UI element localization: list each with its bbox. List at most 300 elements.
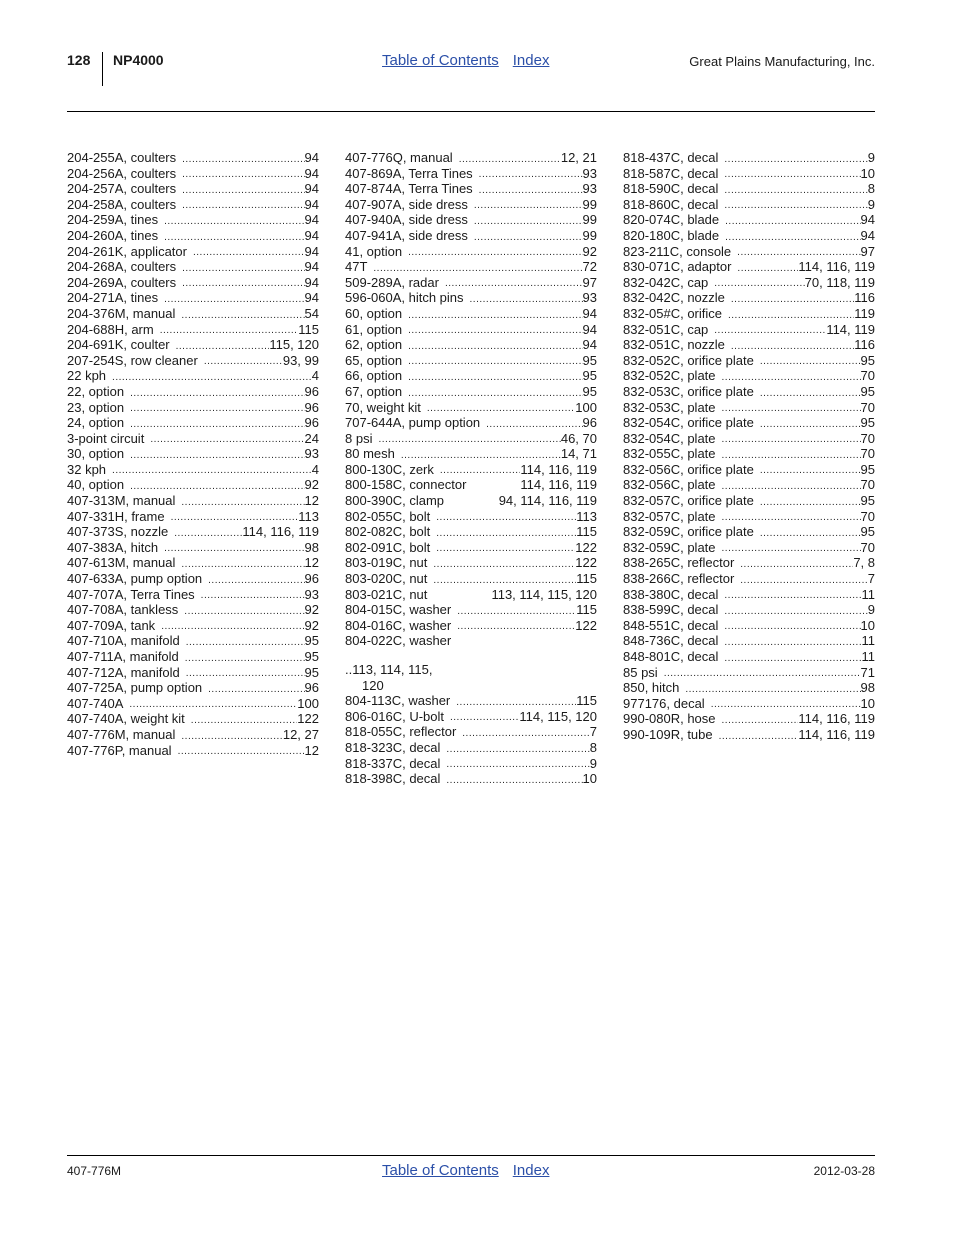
index-entry-pages[interactable]: 96: [304, 680, 319, 696]
index-entry-pages[interactable]: 115: [576, 693, 597, 709]
index-entry-pages[interactable]: 93: [304, 446, 319, 462]
dot-leader: [440, 464, 520, 477]
index-entry-label: 407-709A, tank: [67, 617, 156, 633]
index-entry-label: 8 psi: [345, 430, 373, 446]
index-entry-pages[interactable]: 10: [860, 617, 875, 633]
index-entry: [345, 150, 597, 166]
dot-leader: [760, 527, 861, 540]
index-entry-pages[interactable]: 72: [582, 259, 597, 275]
index-entry-label: 977176, decal: [623, 695, 705, 711]
index-entry-pages[interactable]: 70: [860, 477, 875, 493]
dot-leader: [722, 511, 861, 524]
index-entry-pages[interactable]: 113, 114, 115, 120: [491, 586, 597, 602]
index-entry: [623, 181, 875, 197]
dot-leader: [186, 636, 305, 649]
index-entry-pages[interactable]: 8: [867, 181, 875, 197]
index-entry-pages[interactable]: 114, 115, 120: [519, 708, 597, 724]
dot-leader: [737, 262, 798, 275]
dot-leader: [445, 277, 583, 290]
index-entry: [67, 665, 319, 681]
index-entry-pages[interactable]: 95: [304, 649, 319, 664]
index-entry-label: 204-255A, coulters: [67, 150, 177, 165]
index-entry-pages[interactable]: 94: [304, 181, 319, 197]
index-entry-pages[interactable]: 114, 116, 119: [798, 259, 875, 275]
index-entry-pages[interactable]: 94: [860, 212, 875, 228]
index-entry-pages[interactable]: 94: [304, 150, 319, 165]
dot-leader: [479, 184, 583, 197]
index-entry-pages[interactable]: 10: [860, 165, 875, 181]
dot-leader: [373, 262, 582, 275]
index-entry-pages[interactable]: 114, 116, 119: [520, 461, 597, 477]
dot-leader: [740, 558, 853, 571]
index-entry: [623, 166, 875, 182]
index-entry-pages[interactable]: 11: [861, 586, 875, 602]
index-entry-pages[interactable]: 96: [304, 415, 319, 431]
index-entry: [345, 540, 597, 556]
dot-leader: [130, 402, 304, 415]
index-entry-label: 41, option: [345, 243, 403, 259]
index-entry-pages[interactable]: 94: [582, 305, 597, 321]
index-entry-pages[interactable]: 113: [298, 508, 319, 524]
dot-leader: [182, 262, 304, 275]
index-entry-pages[interactable]: 98: [304, 539, 319, 555]
index-entry-pages[interactable]: 96: [582, 415, 597, 431]
index-entry: [67, 493, 319, 509]
index-entry-label: 800-390C, clamp: [345, 493, 444, 509]
index-entry: [67, 587, 319, 603]
dot-leader: [459, 153, 561, 166]
index-entry-pages[interactable]: 4: [311, 461, 319, 477]
index-entry: [623, 540, 875, 556]
index-entry: [67, 431, 319, 447]
index-entry-pages[interactable]: 114, 119: [826, 321, 875, 337]
index-entry-label: 32 kph: [67, 461, 107, 477]
dot-leader: [722, 371, 861, 384]
index-entry-pages[interactable]: 11: [861, 649, 875, 664]
index-entry: [67, 540, 319, 556]
dot-leader: [436, 527, 576, 540]
index-entry-pages[interactable]: 94: [304, 165, 319, 181]
index-entry: [67, 290, 319, 306]
index-entry-label: 802-055C, bolt: [345, 508, 431, 524]
index-entry-pages[interactable]: 54: [304, 305, 319, 321]
index-entry: [345, 244, 597, 260]
index-entry-label: 407-708A, tankless: [67, 602, 179, 618]
dot-leader: [479, 168, 583, 181]
index-entry: [345, 337, 597, 353]
index-entry: [67, 618, 319, 634]
index-entry-pages[interactable]: 114, 116, 119: [520, 477, 597, 493]
dot-leader: [129, 698, 297, 711]
index-entry-label: 407-331H, frame: [67, 508, 165, 524]
dot-leader: [164, 542, 304, 555]
index-entry: [623, 680, 875, 696]
dot-leader: [457, 620, 575, 633]
dot-leader: [740, 574, 867, 587]
footer-index-link[interactable]: Index: [512, 1162, 550, 1179]
index-entry: [67, 322, 319, 338]
index-entry-pages[interactable]: 115: [576, 571, 597, 587]
index-entry-pages[interactable]: 93: [582, 165, 597, 181]
index-entry-pages[interactable]: 94: [860, 227, 875, 243]
index-entry-pages[interactable]: 97: [860, 243, 875, 259]
index-entry-label: 407-373S, nozzle: [67, 524, 169, 540]
index-entry-pages[interactable]: 116: [854, 337, 875, 353]
index-entry-pages[interactable]: 46, 70: [560, 430, 597, 446]
dot-leader: [725, 215, 860, 228]
index-entry-pages[interactable]: 92: [304, 617, 319, 633]
index-entry: [623, 587, 875, 603]
dot-leader: [462, 727, 589, 740]
index-entry-pages[interactable]: 99: [582, 212, 597, 228]
index-entry-label: 850, hitch: [623, 680, 680, 696]
index-entry: [345, 212, 597, 228]
index-entry-pages[interactable]: 93: [582, 290, 597, 306]
dot-leader: [182, 153, 304, 166]
dot-leader: [724, 199, 867, 212]
index-entry: [623, 415, 875, 431]
index-entry-label: 832-053C, orifice plate: [623, 383, 754, 399]
index-entry-pages[interactable]: 9: [867, 150, 875, 165]
index-entry-pages[interactable]: 114, 116, 119: [242, 524, 319, 540]
index-entry: [623, 290, 875, 306]
dot-leader: [722, 542, 861, 555]
index-entry-pages[interactable]: 95: [860, 383, 875, 399]
index-entry-label: 803-020C, nut: [345, 571, 428, 587]
index-entry: [345, 587, 597, 603]
index-entry-pages[interactable]: 98: [860, 680, 875, 696]
header-divider: [102, 52, 103, 86]
index-entry: [67, 602, 319, 618]
index-entry-pages[interactable]: 122: [297, 711, 319, 727]
index-entry-label: 832-054C, orifice plate: [623, 415, 754, 431]
index-entry-pages[interactable]: 122: [575, 539, 597, 555]
dot-leader: [731, 293, 854, 306]
index-entry-pages[interactable]: 92: [304, 477, 319, 493]
index-entry-pages[interactable]: 70: [860, 446, 875, 462]
dot-leader: [176, 340, 270, 353]
index-entry-pages[interactable]: 94: [582, 321, 597, 337]
index-entry: [67, 649, 319, 665]
index-entry: [623, 524, 875, 540]
index-entry-pages[interactable]: 122: [575, 617, 597, 633]
index-entry-pages[interactable]: 93: [582, 181, 597, 197]
dot-leader: [408, 246, 582, 259]
index-entry: [623, 633, 875, 649]
dot-leader: [182, 199, 304, 212]
index-entry-label: 823-211C, console: [623, 243, 732, 259]
index-entry-pages[interactable]: 92: [582, 243, 597, 259]
dot-leader: [161, 620, 304, 633]
page-number: 128: [67, 52, 91, 68]
index-entry: [345, 197, 597, 213]
index-entry-pages[interactable]: 4: [311, 368, 319, 384]
index-entry: [345, 384, 597, 400]
dot-leader: [760, 355, 861, 368]
index-entry-pages[interactable]: 7: [589, 724, 597, 740]
page-footer: [67, 1162, 875, 1186]
index-entry-label: 407-776P, manual: [67, 742, 172, 758]
index-entry-pages[interactable]: 122: [575, 555, 597, 571]
index-entry: [623, 649, 875, 665]
index-entry-label: 66, option: [345, 368, 403, 384]
dot-leader: [408, 309, 582, 322]
index-entry-label: 407-710A, manifold: [67, 633, 180, 649]
index-entry-label: 407-740A: [67, 695, 124, 711]
index-entry-pages[interactable]: 114, 116, 119: [798, 726, 875, 742]
index-entry: [623, 228, 875, 244]
index-entry: [345, 633, 597, 693]
index-entry-pages[interactable]: 116: [854, 290, 875, 306]
index-entry-pages[interactable]: 10: [582, 771, 597, 787]
index-entry: [623, 368, 875, 384]
index-entry-pages[interactable]: 9: [867, 602, 875, 618]
index-entry-pages[interactable]: 95: [582, 383, 597, 399]
dot-leader: [401, 449, 561, 462]
document-name: NP4000: [113, 52, 164, 68]
dot-leader: [446, 743, 589, 756]
index-entry: [67, 244, 319, 260]
index-entry-label: 407-907A, side dress: [345, 196, 468, 212]
index-entry: [345, 555, 597, 571]
index-entry-pages[interactable]: 70: [860, 539, 875, 555]
index-entry-pages[interactable]: 9: [589, 755, 597, 771]
index-entry-pages[interactable]: 96: [304, 571, 319, 587]
dot-leader: [130, 480, 304, 493]
index-entry-pages[interactable]: 94: [582, 337, 597, 353]
index-entry-pages[interactable]: 9: [867, 196, 875, 212]
index-entry-pages[interactable]: 100: [575, 399, 597, 415]
dot-leader: [728, 309, 854, 322]
index-entry-label: 65, option: [345, 352, 403, 368]
index-entry: [67, 181, 319, 197]
dot-leader: [470, 293, 583, 306]
index-entry: [67, 150, 319, 166]
dot-leader: [204, 355, 283, 368]
index-entry-pages[interactable]: 12: [304, 555, 319, 571]
index-entry-pages[interactable]: 93: [304, 586, 319, 602]
dot-leader: [722, 480, 861, 493]
index-entry-label: 62, option: [345, 337, 403, 353]
dot-leader: [731, 340, 854, 353]
index-entry-pages[interactable]: 93, 99: [282, 352, 319, 368]
footer-toc-link[interactable]: Table of Contents: [382, 1162, 499, 1179]
index-entry-pages[interactable]: 94: [304, 290, 319, 306]
index-entry-pages[interactable]: 12, 27: [282, 726, 319, 742]
index-entry-label: 832-052C, plate: [623, 368, 716, 384]
dot-leader: [408, 340, 582, 353]
index-entry-label: 47T: [345, 259, 368, 275]
index-entry-pages[interactable]: 95: [304, 633, 319, 649]
index-entry-pages[interactable]: 12, 21: [560, 150, 597, 165]
index-entry: [67, 446, 319, 462]
index-entry-label: 407-740A, weight kit: [67, 711, 185, 727]
index-entry-pages[interactable]: 94: [304, 196, 319, 212]
index-entry: [623, 571, 875, 587]
index-entry: [67, 306, 319, 322]
dot-leader: [408, 355, 582, 368]
index-entry-pages[interactable]: 95: [582, 352, 597, 368]
index-entry-label: 832-042C, cap: [623, 274, 709, 290]
dot-leader: [164, 293, 304, 306]
index-entry-label: 707-644A, pump option: [345, 415, 481, 431]
index-entry: [67, 524, 319, 540]
index-entry-pages[interactable]: 95: [860, 493, 875, 509]
index-entry-label: 80 mesh: [345, 446, 395, 462]
index-entry-label: 407-707A, Terra Tines: [67, 586, 195, 602]
dot-leader: [474, 231, 583, 244]
index-entry: [345, 181, 597, 197]
dot-leader: [724, 652, 861, 665]
index-entry-pages[interactable]: 8: [589, 739, 597, 755]
index-entry-pages[interactable]: ..113, 114, 115,: [345, 662, 433, 677]
index-entry-label: 85 psi: [623, 664, 658, 680]
index-entry-label: 70, weight kit: [345, 399, 421, 415]
index-entry-pages[interactable]: 12: [304, 493, 319, 509]
index-entry-label: 407-725A, pump option: [67, 680, 203, 696]
index-entry-pages[interactable]: 113: [576, 508, 597, 524]
index-entry-label: 832-057C, orifice plate: [623, 493, 754, 509]
index-entry-pages[interactable]: 100: [297, 695, 319, 711]
index-link[interactable]: Index: [512, 52, 550, 69]
index-entry-label: 838-266C, reflector: [623, 571, 735, 587]
index-entry-pages[interactable]: 99: [582, 196, 597, 212]
index-entry-label: 3-point circuit: [67, 430, 145, 446]
index-entry-pages-continued[interactable]: 120: [362, 677, 384, 693]
index-entry-pages[interactable]: 115: [298, 321, 319, 337]
index-entry: [345, 771, 597, 787]
dot-leader: [208, 683, 304, 696]
dot-leader: [685, 683, 860, 696]
index-entry: [623, 431, 875, 447]
index-entry-label: 61, option: [345, 321, 403, 337]
index-entry: [67, 696, 319, 712]
index-entry-pages[interactable]: 115: [576, 524, 597, 540]
index-column-3: [623, 150, 875, 743]
index-entry-pages[interactable]: 70: [860, 368, 875, 384]
index-entry: [623, 727, 875, 743]
index-entry-label: 832-05#C, orifice: [623, 305, 722, 321]
index-entry: [67, 353, 319, 369]
dot-leader: [474, 199, 583, 212]
dot-leader: [174, 527, 242, 540]
index-entry-pages[interactable]: 115, 120: [269, 337, 319, 353]
dot-leader: [760, 418, 861, 431]
index-entry-pages[interactable]: 95: [304, 664, 319, 680]
index-entry-pages[interactable]: 7, 8: [853, 555, 875, 571]
dot-leader: [427, 402, 575, 415]
index-entry-pages[interactable]: 70, 118, 119: [804, 274, 875, 290]
index-entry: [67, 711, 319, 727]
index-entry-pages[interactable]: 24: [304, 430, 319, 446]
dot-leader: [446, 774, 582, 787]
index-entry: [623, 602, 875, 618]
index-entry-pages[interactable]: 99: [582, 227, 597, 243]
index-entry: [67, 509, 319, 525]
index-entry-label: 204-257A, coulters: [67, 181, 177, 197]
index-entry-pages[interactable]: 95: [860, 461, 875, 477]
dot-leader: [446, 758, 589, 771]
index-entry: [67, 680, 319, 696]
index-entry-pages[interactable]: 96: [304, 399, 319, 415]
index-entry-pages[interactable]: 94: [304, 274, 319, 290]
index-entry-pages[interactable]: 95: [582, 368, 597, 384]
index-entry-pages[interactable]: 92: [304, 602, 319, 618]
index-entry-pages[interactable]: 95: [860, 415, 875, 431]
dot-leader: [160, 324, 299, 337]
index-entry: [623, 446, 875, 462]
index-entry-pages[interactable]: 96: [304, 383, 319, 399]
index-entry-label: 802-091C, bolt: [345, 539, 431, 555]
index-entry-label: 818-337C, decal: [345, 755, 441, 771]
index-entry: [623, 259, 875, 275]
index-entry-pages[interactable]: 94, 114, 116, 119: [498, 493, 597, 509]
index-entry: [67, 633, 319, 649]
index-entry-pages[interactable]: 119: [854, 305, 875, 321]
index-entry: [623, 400, 875, 416]
index-entry-pages[interactable]: 70: [860, 508, 875, 524]
index-entry: [345, 724, 597, 740]
index-entry-label: 832-059C, plate: [623, 539, 716, 555]
revision-date: 2012-03-28: [813, 1164, 875, 1178]
index-entry-label: 848-736C, decal: [623, 633, 719, 649]
index-entry-pages[interactable]: 71: [860, 664, 875, 680]
dot-leader: [112, 464, 312, 477]
index-entry-pages[interactable]: 14, 71: [560, 446, 597, 462]
index-entry-label: 830-071C, adaptor: [623, 259, 732, 275]
dot-leader: [112, 371, 312, 384]
index-entry-pages[interactable]: 94: [304, 227, 319, 243]
dot-leader: [164, 215, 304, 228]
index-entry-pages[interactable]: 95: [860, 352, 875, 368]
index-entry-pages[interactable]: 94: [304, 243, 319, 259]
index-entry: [623, 150, 875, 166]
dot-leader: [724, 636, 861, 649]
index-entry: [623, 322, 875, 338]
index-entry-label: 818-590C, decal: [623, 181, 719, 197]
index-entry-label: 832-052C, orifice plate: [623, 352, 754, 368]
index-entry-pages[interactable]: 97: [582, 274, 597, 290]
dot-leader: [456, 696, 576, 709]
dot-leader: [474, 215, 583, 228]
index-entry-pages[interactable]: 12: [304, 742, 319, 758]
index-entry-pages[interactable]: 114, 116, 119: [798, 711, 875, 727]
index-entry-label: 803-021C, nut: [345, 586, 428, 602]
dot-leader: [436, 511, 576, 524]
index-entry: [345, 306, 597, 322]
dot-leader: [130, 449, 304, 462]
index-entry: [67, 166, 319, 182]
index-entry-label: 800-158C, connector: [345, 477, 467, 493]
index-entry-label: 990-109R, tube: [623, 726, 713, 742]
index-entry: [345, 462, 597, 478]
index-entry-pages[interactable]: 94: [304, 259, 319, 275]
index-entry-label: 838-265C, reflector: [623, 555, 735, 571]
index-entry-pages[interactable]: 95: [860, 524, 875, 540]
index-entry-pages[interactable]: 7: [867, 571, 875, 587]
index-entry-pages[interactable]: 70: [860, 430, 875, 446]
index-entry-pages[interactable]: 11: [861, 633, 875, 649]
index-entry: [623, 462, 875, 478]
index-entry-label: 804-022C, washer: [345, 633, 452, 649]
index-entry-pages[interactable]: 10: [860, 695, 875, 711]
toc-link[interactable]: Table of Contents: [382, 52, 499, 69]
index-entry-pages[interactable]: 70: [860, 399, 875, 415]
index-entry-pages[interactable]: 115: [576, 602, 597, 618]
dot-leader: [171, 511, 299, 524]
index-entry-pages[interactable]: 94: [304, 212, 319, 228]
index-entry-label: 22 kph: [67, 368, 107, 384]
